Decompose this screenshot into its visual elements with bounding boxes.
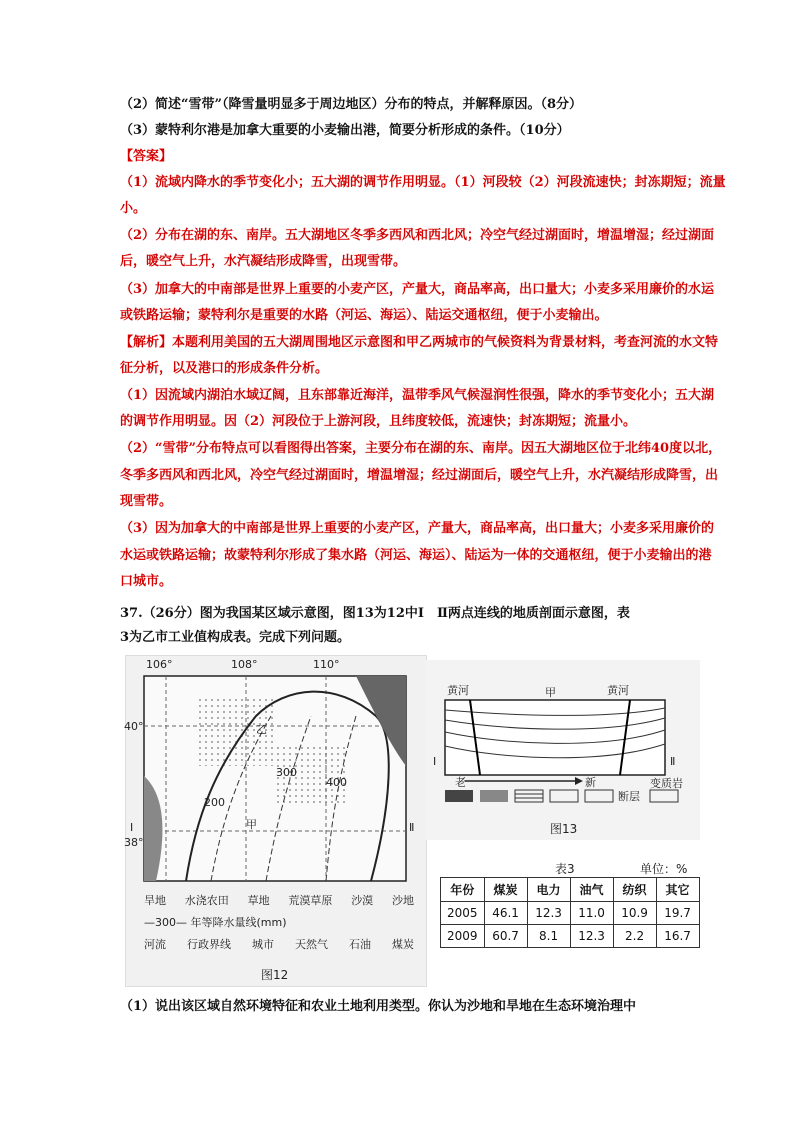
lon-label: 106° [146,658,173,671]
analysis-line: （2）“雪带”分布特点可以看图得出答案，主要分布在湖的东、南岸。因五大湖地区位于北纬40度以北， [120,441,722,456]
answer-line: （1）流域内降水的季节变化小；五大湖的调节作用明显。（1）河段较（2）河段流速快；封冻期短；流量 [120,175,726,190]
legend-coal: 煤炭 [392,938,414,951]
table-cell: 2009 [441,925,485,948]
figure-12-caption: 图12 [261,968,289,982]
question-37-1: （1）说出该区域自然环境特征和农业土地利用类型。你认为沙地和旱地在生态环境治理中 [120,999,637,1014]
label-I: Ⅰ [433,755,437,768]
table-cell: 11.0 [570,902,613,925]
table-row [441,925,700,948]
label-II: Ⅱ [670,755,676,768]
legend-river: 河流 [144,938,166,951]
legend-boundary: 行政界线 [187,938,231,951]
analysis-line: （1）因流域内湖泊水域辽阔，且东部靠近海洋，温带季风气候湿润性很强，降水的季节变化小；五大湖 [120,388,715,403]
table-cell: 10.9 [613,902,656,925]
legend-row-2 [144,936,414,952]
legend-desert-steppe: 荒漠草原 [288,894,333,907]
header-cell: 年份 [441,878,485,902]
answer-line: 或铁路运输；蒙特利尔是重要的水路（河运、海运）、陆运交通枢纽，便于小麦输出。 [120,308,608,323]
place-jia: 甲 [246,818,257,831]
isohyet-label: 200 [204,796,225,809]
analysis-line: 口城市。 [120,574,173,589]
table-cell: 2.2 [613,925,656,948]
table-3-unit: 单位：% [640,862,688,876]
analysis-line: 征分析，以及港口的形成条件分析。 [120,361,329,376]
question-37: 37.（26分）图为我国某区域示意图，图13为12中Ⅰ Ⅱ两点连线的地质剖面示意图，表 [120,606,630,621]
lon-label: 110° [313,658,340,671]
point-II: Ⅱ [409,821,415,834]
header-cell: 煤炭 [484,878,527,902]
place-yi: 乙 [256,723,267,736]
legend-isohyet: —300— 年等降水量线(mm) [144,916,287,929]
lat-label: 40° [124,720,144,733]
figure-13-caption: 图13 [550,822,578,836]
table-3 [440,877,700,948]
header-cell: 电力 [527,878,570,902]
answer-line: （2）分布在湖的东、南岸。五大湖地区冬季多西风和西北风；冷空气经过湖面时，增温增湿；经过湖面 [120,228,715,243]
analysis-line: 的调节作用明显。因（2）河段位于上游河段，且纬度较低，流速快；封冻期短；流量小。 [120,414,637,429]
question-37-cont: 3为乙市工业值构成表。完成下列问题。 [120,630,351,645]
table-cell: 60.7 [484,925,527,948]
legend-irrigated: 水浇农田 [184,894,229,907]
table-3-title: 表3 [555,862,575,876]
table-cell: 2005 [441,902,485,925]
label-yellow-river-left: 黄河 [447,684,469,697]
table-cell: 8.1 [527,925,570,948]
answer-line: 后，暖空气上升，水汽凝结形成降雪，出现雪带。 [120,254,407,269]
legend-sandland: 沙地 [391,894,414,907]
isohyet-label: 400 [326,776,347,789]
header-cell: 其它 [656,878,699,902]
table-cell: 16.7 [656,925,699,948]
answer-line: 小。 [120,201,147,216]
map-legend [144,892,414,952]
legend-fault: 断层 [618,790,640,803]
analysis-line: 【解析】本题利用美国的五大湖周围地区示意图和甲乙两城市的气候资料为背景材料，考查河流的水文特 [120,335,719,350]
isohyet-label: 300 [276,766,297,779]
analysis-line: 现雪带。 [120,494,173,509]
analysis-line: 水运或铁路运输；故蒙特利尔形成了集水路（河运、海运）、陆运为一体的交通枢纽，便于小麦输出的港 [120,548,712,563]
legend-gas: 天然气 [295,938,328,951]
header-cell: 纺织 [613,878,656,902]
analysis-line: 冬季多西风和西北风，冷空气经过湖面时，增温增湿；经过湖面后，暖空气上升，水汽凝结形成降雪，出 [120,468,719,483]
legend-desert: 沙漠 [351,894,374,907]
figure-13-section [425,660,700,840]
legend-row-1 [144,892,414,908]
table-row [441,902,700,925]
table-cell: 12.3 [527,902,570,925]
legend-new: 新 [585,776,596,789]
legend-metamorphic: 变质岩 [650,777,683,790]
table-cell: 46.1 [484,902,527,925]
lon-label: 108° [231,658,258,671]
table-cell: 12.3 [570,925,613,948]
question-2: （2）简述“雪带”（降雪量明显多于周边地区）分布的特点，并解释原因。（8分） [120,97,583,112]
point-I: Ⅰ [130,821,134,834]
answer-heading: 【答案】 [120,149,173,164]
legend-grassland: 草地 [247,894,270,907]
label-yellow-river-right: 黄河 [607,684,629,697]
label-jia: 甲 [545,686,556,699]
legend-city: 城市 [252,938,274,951]
header-cell: 油气 [570,878,613,902]
legend-old: 老 [455,776,466,789]
table-header-row [441,878,700,902]
legend-dryland: 旱地 [144,894,166,907]
answer-line: （3）加拿大的中南部是世界上重要的小麦产区，产量大，商品率高，出口量大；小麦多采用廉价的水运 [120,282,715,297]
table-cell: 19.7 [656,902,699,925]
question-3: （3）蒙特利尔港是加拿大重要的小麦输出港，简要分析形成的条件。（10分） [120,123,570,138]
lat-label: 38° [124,836,144,849]
analysis-line: （3）因为加拿大的中南部是世界上重要的小麦产区，产量大，商品率高，出口量大；小麦多采用廉价的 [120,521,715,536]
legend-oil: 石油 [349,938,371,951]
figure-12-map [125,655,427,987]
